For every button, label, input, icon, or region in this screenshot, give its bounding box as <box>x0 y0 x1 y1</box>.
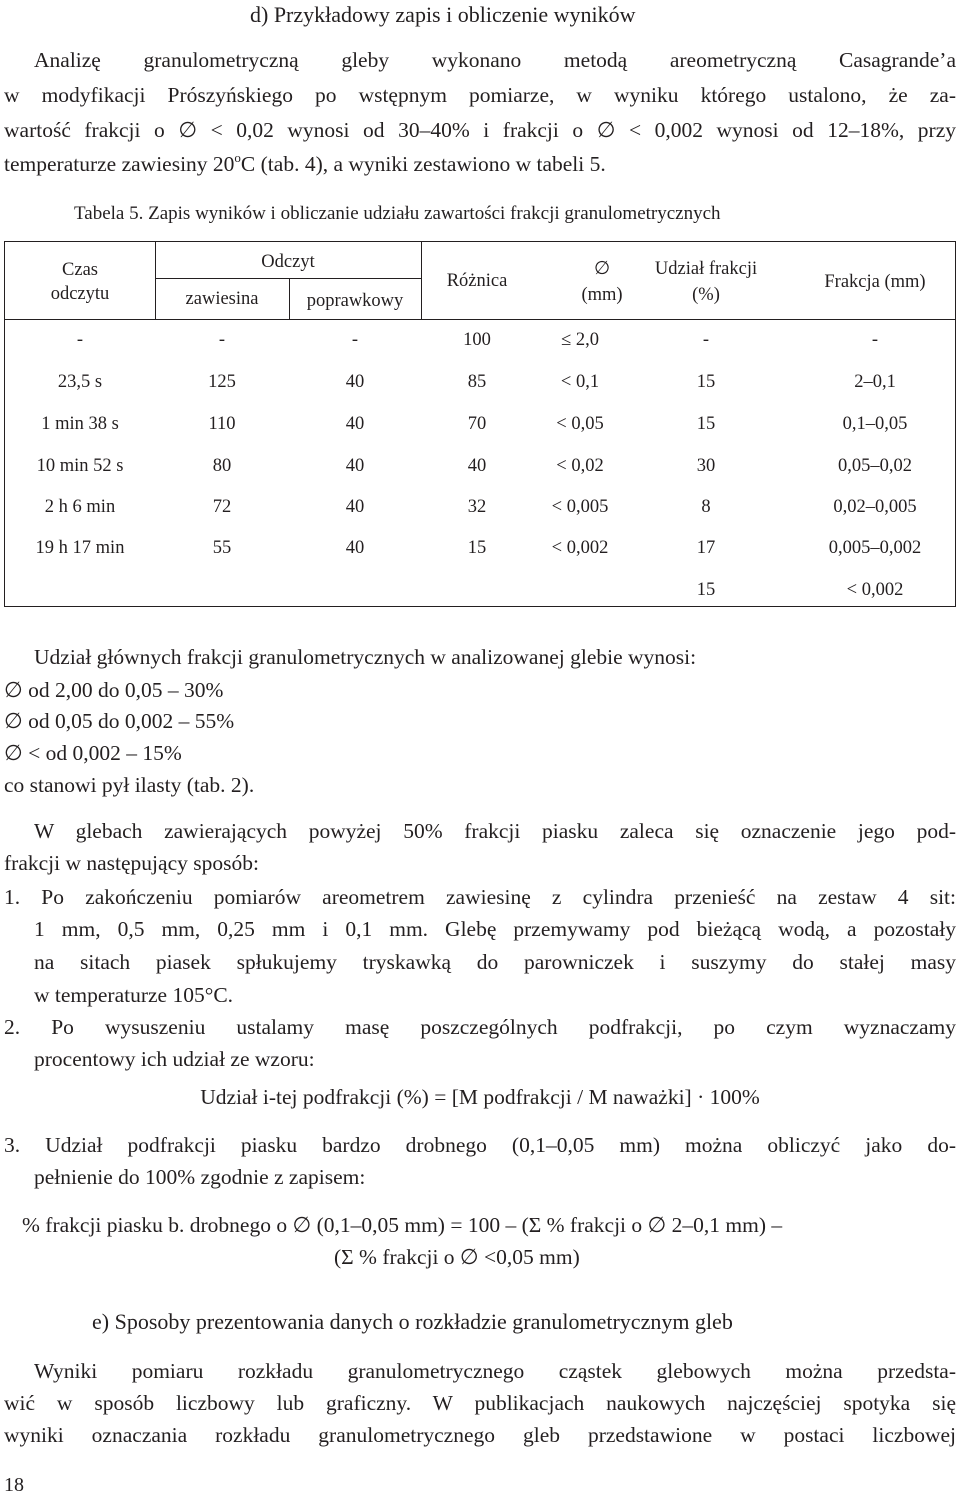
cell-roznica: 100 <box>463 330 491 350</box>
cell-roznica: 40 <box>467 456 487 476</box>
table-row <box>5 412 955 436</box>
header-czas: Czas <box>62 260 98 280</box>
table-row <box>5 454 955 478</box>
cell-udzial: 8 <box>701 497 711 517</box>
formula-very-fine-sand-line-2: (Σ % frakcji o ∅ <0,05 mm) <box>334 1245 580 1269</box>
cell-udzial: 15 <box>696 580 716 600</box>
cell-poprawkowy: - <box>351 330 359 350</box>
cell-poprawkowy: 40 <box>345 538 365 558</box>
header-odczyt: Odczyt <box>261 252 315 272</box>
table-caption: Tabela 5. Zapis wyników i obliczanie udziału zawartości frakcji granulometrycznych <box>74 203 721 224</box>
cell-zawiesina: - <box>218 330 226 350</box>
cell-poprawkowy: 40 <box>345 414 365 434</box>
cell-zawiesina: 55 <box>212 538 232 558</box>
table-row <box>5 578 955 602</box>
degree-superscript: o <box>234 150 241 165</box>
cell-zawiesina: 80 <box>212 456 232 476</box>
header-diameter-symbol: ∅ <box>593 259 611 279</box>
intro-line-3: wartość frakcji o ∅ < 0,02 wynosi od 30–40% i frakcji o ∅ < 0,002 wynosi od 12–18%, przy <box>4 118 956 142</box>
header-udzial: Udział frakcji <box>654 259 758 279</box>
formula-very-fine-sand-line-1: % frakcji piasku b. drobnego o ∅ (0,1–0,05 mm) = 100 – (Σ % frakcji o ∅ 2–0,1 mm) – <box>22 1213 783 1237</box>
cell-poprawkowy: 40 <box>345 456 365 476</box>
cell-frakcja: < 0,002 <box>846 580 904 600</box>
cell-diameter: < 0,005 <box>551 497 609 517</box>
table-row <box>5 536 955 560</box>
step-1-line-4: w temperaturze 105°C. <box>34 983 234 1007</box>
cell-czas: 23,5 s <box>57 372 103 392</box>
cell-czas: 19 h 17 min <box>35 538 125 558</box>
cell-diameter: < 0,002 <box>551 538 609 558</box>
cell-roznica: 70 <box>467 414 487 434</box>
header-odczytu: odczytu <box>50 284 110 304</box>
cell-udzial: 15 <box>696 414 716 434</box>
intro-line-4 <box>4 149 956 179</box>
formula-subfraction-share: Udział i-tej podfrakcji (%) = [M podfrakcji / M naważki] · 100% <box>200 1085 760 1109</box>
intro-line-4-end: C (tab. 4), a wyniki zestawiono w tabeli 5. <box>240 152 606 176</box>
cell-czas: - <box>76 330 84 350</box>
table-hline <box>155 278 421 279</box>
step-1-line-1: 1. Po zakończeniu pomiarów areometrem zawiesinę z cylindra przenieść na zestaw 4 sit: <box>4 885 956 909</box>
page-number: 18 <box>4 1474 24 1496</box>
summary-line-1: Udział głównych frakcji granulometrycznych w analizowanej glebie wynosi: <box>34 645 697 669</box>
section-e-heading: e) Sposoby prezentowania danych o rozkładzie granulometrycznym gleb <box>92 1309 733 1334</box>
cell-frakcja: - <box>871 330 879 350</box>
cell-frakcja: 0,1–0,05 <box>842 414 908 434</box>
intro-line-2: w modyfikacji Prószyńskiego po wstępnym pomiarze, w wyniku którego ustalono, że za- <box>4 83 956 107</box>
cell-udzial: 17 <box>696 538 716 558</box>
cell-czas: 2 h 6 min <box>44 497 116 517</box>
cell-frakcja: 0,005–0,002 <box>828 538 922 558</box>
summary-line-5: co stanowi pył ilasty (tab. 2). <box>4 773 255 797</box>
cell-roznica: 85 <box>467 372 487 392</box>
step-1-line-3: na sitach piasek spłukujemy tryskawką do parowniczek i suszymy do stałej masy <box>34 950 956 974</box>
cell-czas: 1 min 38 s <box>41 414 119 434</box>
sand-line-1: W glebach zawierających powyżej 50% frakcji piasku zaleca się oznaczenie jego pod- <box>34 819 956 843</box>
cell-udzial: 30 <box>696 456 716 476</box>
header-roznica: Różnica <box>446 271 508 291</box>
step-2-line-1: 2. Po wysuszeniu ustalamy masę poszczególnych podfrakcji, po czym wyznaczamy <box>4 1015 956 1039</box>
intro-line-4-start: temperaturze zawiesiny 20 <box>4 152 235 176</box>
summary-line-2: ∅ od 2,00 do 0,05 – 30% <box>4 678 224 702</box>
cell-poprawkowy: 40 <box>345 372 365 392</box>
section-e-line-3: wyniki oznaczania rozkładu granulometrycznego gleb przedstawione w postaci liczbowej <box>4 1423 956 1447</box>
header-udzial-unit: (%) <box>692 285 720 305</box>
cell-frakcja: 2–0,1 <box>854 372 896 392</box>
cell-zawiesina: 125 <box>208 372 236 392</box>
cell-poprawkowy: 40 <box>345 497 365 517</box>
cell-roznica: 32 <box>467 497 487 517</box>
step-3-line-2: pełnienie do 100% zgodnie z zapisem: <box>34 1165 366 1189</box>
header-poprawkowy: poprawkowy <box>306 291 404 311</box>
cell-czas: 10 min 52 s <box>36 456 124 476</box>
table-header-rule <box>5 319 955 320</box>
table-row <box>5 370 955 394</box>
cell-udzial: - <box>702 330 710 350</box>
intro-line-1: Analizę granulometryczną gleby wykonano metodą areometryczną Casagrande’a <box>34 48 956 72</box>
header-zawiesina: zawiesina <box>185 289 259 309</box>
summary-line-3: ∅ od 0,05 do 0,002 – 55% <box>4 709 235 733</box>
table-row <box>5 328 955 352</box>
cell-diameter: ≤ 2,0 <box>561 330 599 350</box>
cell-udzial: 15 <box>696 372 716 392</box>
cell-diameter: < 0,1 <box>560 372 600 392</box>
step-3-line-1: 3. Udział podfrakcji piasku bardzo drobnego (0,1–0,05 mm) można obliczyć jako do- <box>4 1133 956 1157</box>
step-2-line-2: procentowy ich udział ze wzoru: <box>34 1047 315 1071</box>
section-e-line-1: Wyniki pomiaru rozkładu granulometrycznego cząstek glebowych można przedsta- <box>34 1359 956 1383</box>
step-1-line-2: 1 mm, 0,5 mm, 0,25 mm i 0,1 mm. Glebę przemywamy pod bieżącą wodą, a pozostały <box>34 917 956 941</box>
summary-line-4: ∅ < od 0,002 – 15% <box>4 741 182 765</box>
cell-zawiesina: 72 <box>212 497 232 517</box>
header-diameter-unit: (mm) <box>581 285 623 305</box>
sand-line-2: frakcji w następujący sposób: <box>4 851 259 875</box>
cell-frakcja: 0,02–0,005 <box>833 497 917 517</box>
cell-diameter: < 0,05 <box>556 414 604 434</box>
cell-zawiesina: 110 <box>208 414 236 434</box>
results-table <box>4 241 956 607</box>
table-row <box>5 495 955 519</box>
cell-frakcja: 0,05–0,02 <box>838 456 912 476</box>
cell-roznica: 15 <box>467 538 487 558</box>
cell-diameter: < 0,02 <box>556 456 604 476</box>
header-frakcja: Frakcja (mm) <box>824 272 926 292</box>
section-e-line-2: wić w sposób liczbowy lub graficzny. W publikacjach naukowych najczęściej spotyka się <box>4 1391 956 1415</box>
section-d-heading: d) Przykładowy zapis i obliczenie wyników <box>250 2 636 27</box>
